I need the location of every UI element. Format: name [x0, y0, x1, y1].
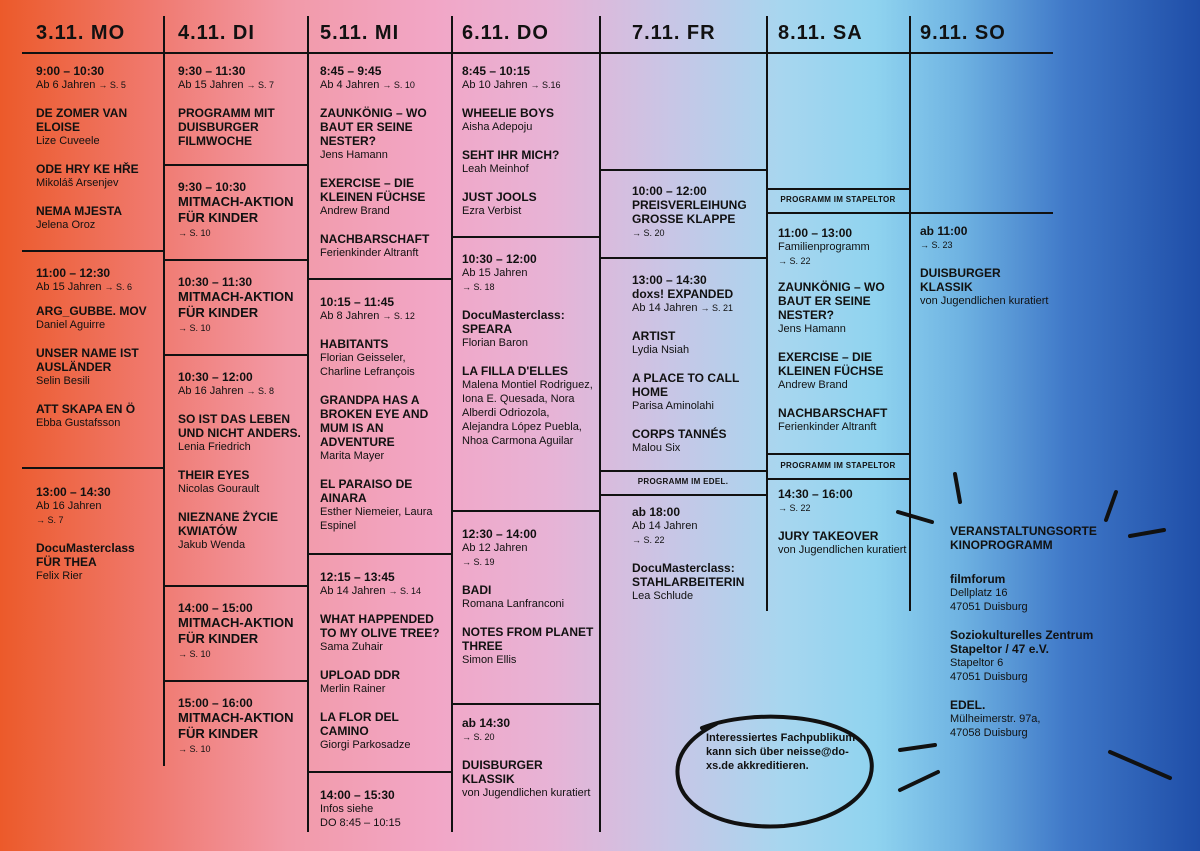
event-time: 14:00 – 15:30 — [320, 788, 395, 802]
row-divider — [163, 680, 308, 682]
director: Selin Besili — [36, 375, 90, 387]
event-block — [320, 295, 448, 533]
event-time: 10:30 – 12:00 — [178, 370, 253, 384]
film-title: NIEZNANE ŻYCIE KWIATÓW — [178, 510, 279, 538]
age-label: Ab 10 Jahren — [462, 79, 528, 91]
col-divider — [599, 16, 601, 832]
film-title: HABITANTS — [320, 337, 389, 351]
row-divider — [22, 250, 164, 252]
info-label: DO 8:45 – 10:15 — [320, 817, 401, 829]
event-block — [462, 716, 596, 800]
day-header-di: 4.11. DI — [178, 22, 255, 44]
row-divider — [307, 771, 452, 773]
director: Giorgi Parkosadze — [320, 739, 411, 751]
director: Ferienkinder Altranft — [778, 421, 877, 433]
decor-stroke — [1106, 492, 1116, 520]
film-title: LA FLOR DEL CAMINO — [320, 710, 399, 738]
decor-stroke — [955, 474, 960, 502]
director: Nicolas Gourault — [178, 483, 260, 495]
director: Lize Cuveele — [36, 135, 100, 147]
age-label: Ab 14 Jahren — [632, 302, 698, 314]
row-divider — [307, 278, 452, 280]
film-title: ODE HRY KE HŘE — [36, 162, 139, 176]
film-title: BADI — [462, 583, 492, 597]
event-time: 10:30 – 11:30 — [178, 275, 253, 289]
event-block — [632, 273, 764, 455]
event-note: von Jugendlichen kuratiert — [778, 544, 907, 556]
decorative-strokes — [880, 460, 1180, 800]
event-time: ab 18:00 — [632, 505, 681, 519]
col-divider — [451, 16, 453, 832]
decor-stroke — [900, 772, 938, 790]
row-divider — [599, 470, 767, 472]
director: Mikoláš Arsenjev — [36, 177, 119, 189]
event-time: 11:00 – 12:30 — [36, 266, 111, 280]
event-block — [178, 275, 304, 335]
film-title: SO IST DAS LEBEN UND NICHT ANDERS. — [178, 412, 301, 440]
row-divider — [163, 585, 308, 587]
event-block — [178, 180, 304, 240]
accreditation-note: Interessiertes Fachpublikum kann sich über neisse@do-xs.de akkreditieren. — [706, 732, 856, 772]
event-title: MITMACH-AKTION FÜR KINDER — [178, 289, 294, 320]
event-title: DUISBURGER KLASSIK — [462, 758, 543, 786]
col-divider — [766, 16, 768, 611]
director: Esther Niemeier, Laura Espinel — [320, 506, 433, 532]
director: Merlin Rainer — [320, 683, 386, 695]
event-block — [36, 64, 160, 232]
decor-stroke — [1110, 752, 1170, 778]
venue-name: EDEL. — [950, 698, 986, 712]
film-title: DocuMasterclass: STAHLARBEITERIN — [632, 561, 745, 589]
page-ref: → S.16 — [530, 80, 561, 90]
venue-address: 47058 Duisburg — [950, 727, 1028, 739]
event-block — [178, 64, 304, 148]
age-label: Familienprogramm — [778, 241, 870, 253]
age-label: Ab 14 Jahren — [320, 585, 386, 597]
film-title: CORPS TANNÉS — [632, 427, 727, 441]
page-ref: → S. 20 — [462, 732, 495, 742]
event-title: MITMACH-AKTION FÜR KINDER — [178, 194, 294, 225]
info-label: Infos siehe — [320, 803, 374, 815]
film-title: DE ZOMER VAN ELOISE — [36, 106, 128, 134]
film-title: JUST JOOLS — [462, 190, 537, 204]
event-time: ab 14:30 — [462, 716, 511, 730]
event-block — [320, 788, 448, 830]
page-ref: → S. 18 — [462, 282, 495, 292]
age-label: Ab 16 Jahren — [36, 500, 102, 512]
film-title: NOTES FROM PLANET THREE — [462, 625, 594, 653]
film-title: NACHBARSCHAFT — [320, 232, 430, 246]
event-block — [178, 370, 304, 552]
row-divider — [163, 164, 308, 166]
director: Lea Schlude — [632, 590, 694, 602]
event-time: 12:15 – 13:45 — [320, 570, 395, 584]
age-label: Ab 16 Jahren — [178, 385, 244, 397]
row-divider — [451, 236, 600, 238]
director: Marita Mayer — [320, 450, 385, 462]
page-ref: → S. 21 — [700, 303, 734, 313]
director: Andrew Brand — [320, 205, 390, 217]
film-title: DocuMasterclass: SPEARA — [462, 308, 565, 336]
director: Florian Baron — [462, 337, 529, 349]
director: Aisha Adepoju — [462, 121, 533, 133]
film-title: SEHT IHR MICH? — [462, 148, 560, 162]
decor-stroke — [898, 512, 932, 522]
venue-address: 47051 Duisburg — [950, 601, 1028, 613]
film-title: EXERCISE – DIE KLEINEN FÜCHSE — [778, 350, 884, 378]
page-ref: → S. 5 — [98, 80, 126, 90]
event-time: ab 11:00 — [920, 224, 968, 238]
event-note: von Jugendlichen kuratiert — [920, 295, 1049, 307]
header-rule — [22, 52, 1053, 54]
page-ref: → S. 7 — [36, 515, 64, 525]
director: Jens Hamann — [778, 323, 846, 335]
decor-stroke — [1130, 530, 1164, 536]
event-block — [178, 696, 304, 756]
event-block — [920, 224, 1050, 308]
event-time: 14:00 – 15:00 — [178, 601, 253, 615]
film-title: UNSER NAME IST AUSLÄNDER — [36, 346, 139, 374]
film-title: GRANDPA HAS A BROKEN EYE AND MUM IS AN ADVENTURE — [320, 393, 429, 449]
page-ref: → S. 12 — [382, 311, 415, 321]
director: Malena Montiel Rodriguez, Iona E. Quesada, Nora Alberdi Odriozola, Alejandra López Puebla, Nhoa Carmona Aguilar — [462, 379, 593, 447]
page-ref: → S. 19 — [462, 557, 495, 567]
day-header-mo: 3.11. MO — [36, 22, 126, 44]
event-title: doxs! EXPANDED — [632, 287, 734, 301]
film-title: EL PARAISO DE AINARA — [320, 477, 413, 505]
row-divider — [599, 257, 767, 259]
director: Ferienkinder Altranft — [320, 247, 419, 259]
row-divider — [163, 354, 308, 356]
decor-stroke — [900, 745, 935, 750]
page-ref: → S. 10 — [178, 744, 211, 754]
page-ref: → S. 14 — [388, 586, 422, 596]
age-label: Ab 15 Jahren — [462, 267, 528, 279]
film-title: ZAUNKÖNIG – WO BAUT ER SEINE NESTER? — [320, 106, 427, 148]
director: Lenia Friedrich — [178, 441, 251, 453]
event-time: 8:45 – 9:45 — [320, 64, 382, 78]
event-block — [462, 64, 596, 218]
page-ref: → S. 10 — [178, 323, 211, 333]
film-title: ARTIST — [632, 329, 676, 343]
event-title: PREISVERLEIHUNG GROSSE KLAPPE — [632, 198, 747, 226]
event-title: DUISBURGER KLASSIK — [920, 266, 1001, 294]
event-note: von Jugendlichen kuratiert — [462, 787, 591, 799]
event-time: 8:45 – 10:15 — [462, 64, 531, 78]
event-block — [36, 485, 160, 583]
event-time: 9:00 – 10:30 — [36, 64, 105, 78]
film-title: DocuMasterclass FÜR THEA — [36, 541, 135, 569]
row-divider — [307, 553, 452, 555]
venue-address: Dellplatz 16 — [950, 587, 1008, 599]
film-title: UPLOAD DDR — [320, 668, 400, 682]
page-ref: → S. 10 — [178, 228, 211, 238]
event-block — [320, 64, 448, 260]
venue-address: Stapeltor 6 — [950, 657, 1004, 669]
page-ref: → S. 10 — [178, 649, 211, 659]
row-divider — [766, 212, 1053, 214]
director: Ebba Gustafsson — [36, 417, 121, 429]
age-label: Ab 4 Jahren — [320, 79, 380, 91]
director: Lydia Nsiah — [632, 344, 690, 356]
age-label: Ab 6 Jahren — [36, 79, 96, 91]
film-title: THEIR EYES — [178, 468, 250, 482]
film-title: A PLACE TO CALL HOME — [632, 371, 740, 399]
event-time: 15:00 – 16:00 — [178, 696, 253, 710]
director: Ezra Verbist — [462, 205, 522, 217]
event-time: 12:30 – 14:00 — [462, 527, 537, 541]
age-label: Ab 15 Jahren — [36, 281, 102, 293]
row-divider — [599, 494, 767, 496]
page-ref: → S. 8 — [246, 386, 275, 396]
page-ref: → S. 20 — [632, 228, 665, 238]
event-time: 11:00 – 13:00 — [778, 226, 853, 240]
event-block — [462, 527, 596, 667]
event-title: MITMACH-AKTION FÜR KINDER — [178, 710, 294, 741]
event-title: MITMACH-AKTION FÜR KINDER — [178, 615, 294, 646]
film-title: WHAT HAPPENDED TO MY OLIVE TREE? — [320, 612, 440, 640]
event-block — [462, 252, 596, 448]
director: Simon Ellis — [462, 654, 517, 666]
event-block — [320, 570, 448, 752]
col-divider — [307, 16, 309, 832]
row-divider — [451, 703, 600, 705]
page-ref: → S. 22 — [778, 256, 811, 266]
film-title: NEMA MJESTA — [36, 204, 123, 218]
col-divider — [163, 16, 165, 766]
event-time: 9:30 – 10:30 — [178, 180, 247, 194]
film-title: LA FILLA D'ELLES — [462, 364, 568, 378]
row-divider — [766, 453, 910, 455]
day-header-fr: 7.11. FR — [632, 22, 716, 44]
age-label: Ab 14 Jahren — [632, 520, 698, 532]
event-block — [778, 226, 908, 434]
event-block — [36, 266, 160, 430]
event-block — [632, 184, 764, 240]
director: Malou Six — [632, 442, 681, 454]
page-ref: → S. 6 — [104, 282, 133, 292]
page-ref: → S. 22 — [778, 503, 811, 513]
venue-banner: PROGRAMM IM STAPELTOR — [780, 461, 896, 470]
row-divider — [451, 510, 600, 512]
director: Daniel Aguirre — [36, 319, 106, 331]
director: Leah Meinhof — [462, 163, 529, 175]
row-divider — [163, 259, 308, 261]
director: Florian Geisseler, Charline Lefrançois — [320, 352, 415, 378]
row-divider — [599, 169, 767, 171]
event-time: 10:15 – 11:45 — [320, 295, 395, 309]
director: Jens Hamann — [320, 149, 388, 161]
event-time: 14:30 – 16:00 — [778, 487, 853, 501]
event-time: 10:00 – 12:00 — [632, 184, 707, 198]
day-header-so: 9.11. SO — [920, 22, 1006, 44]
day-header-do: 6.11. DO — [462, 22, 549, 44]
event-time: 10:30 – 12:00 — [462, 252, 537, 266]
page-ref: → S. 7 — [246, 80, 275, 90]
age-label: Ab 12 Jahren — [462, 542, 528, 554]
row-divider — [22, 467, 164, 469]
venue-address: 47051 Duisburg — [950, 671, 1028, 683]
venue-name: filmforum — [950, 572, 1006, 586]
venue-banner: PROGRAMM IM EDEL. — [637, 477, 729, 486]
director: Jakub Wenda — [178, 539, 246, 551]
director: Andrew Brand — [778, 379, 848, 391]
page-ref: → S. 10 — [382, 80, 415, 90]
day-header-mi: 5.11. MI — [320, 22, 400, 44]
film-title: EXERCISE – DIE KLEINEN FÜCHSE — [320, 176, 426, 204]
venue-heading: VERANSTALTUNGSORTE KINOPROGRAMM — [950, 524, 1097, 552]
film-title: NACHBARSCHAFT — [778, 406, 888, 420]
venue-banner: PROGRAMM IM STAPELTOR — [780, 195, 896, 204]
event-block — [178, 601, 304, 661]
event-time: 9:30 – 11:30 — [178, 64, 246, 78]
page-ref: → S. 23 — [920, 240, 953, 250]
director: Romana Lanfranconi — [462, 598, 565, 610]
day-header-sa: 8.11. SA — [778, 22, 863, 44]
director: Felix Rier — [36, 570, 83, 582]
film-title: ZAUNKÖNIG – WO BAUT ER SEINE NESTER? — [778, 280, 885, 322]
venue-address: Mülheimerstr. 97a, — [950, 713, 1041, 725]
event-title: PROGRAMM MIT DUISBURGER FILMWOCHE — [178, 106, 275, 148]
event-title: JURY TAKEOVER — [778, 529, 879, 543]
film-title: ATT SKAPA EN Ö — [36, 402, 136, 416]
director: Parisa Aminolahi — [632, 400, 714, 412]
event-time: 13:00 – 14:30 — [632, 273, 707, 287]
film-title: WHEELIE BOYS — [462, 106, 555, 120]
age-label: Ab 15 Jahren — [178, 79, 244, 91]
event-block — [632, 505, 764, 603]
venue-name: Soziokulturelles Zentrum Stapeltor / 47 e.V. — [950, 628, 1094, 656]
event-time: 13:00 – 14:30 — [36, 485, 111, 499]
age-label: Ab 8 Jahren — [320, 310, 380, 322]
row-divider — [766, 188, 910, 190]
page-ref: → S. 22 — [632, 535, 665, 545]
director: Jelena Oroz — [36, 219, 96, 231]
director: Sama Zuhair — [320, 641, 383, 653]
film-title: ARG_GUBBE. MOV — [36, 304, 147, 318]
